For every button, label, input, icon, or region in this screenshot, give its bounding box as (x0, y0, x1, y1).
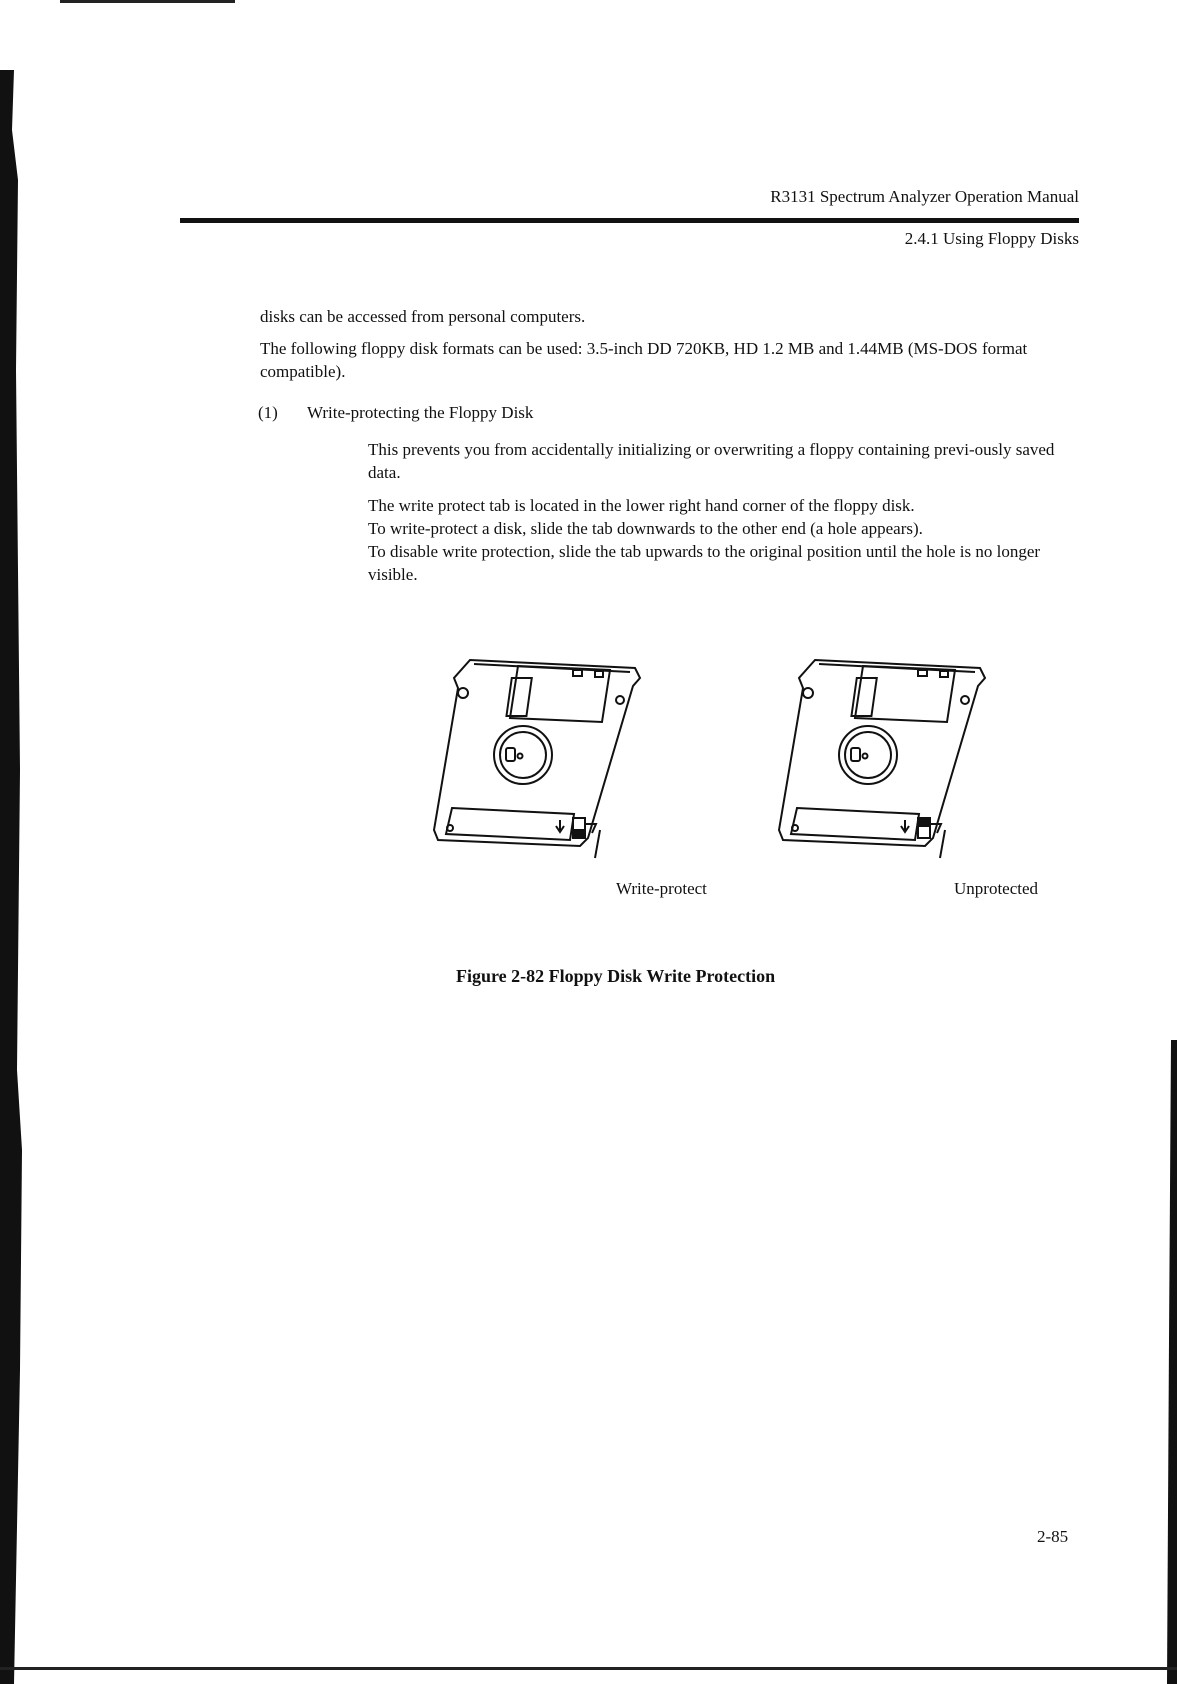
header-rule (180, 218, 1079, 223)
body-paragraph-1: disks can be accessed from personal computers. (260, 307, 586, 326)
floppy-disk-write-protected-illustration (430, 648, 690, 863)
scan-line-bottom (0, 1667, 1177, 1670)
label-unprotected: Unprotected (954, 879, 1039, 898)
item-line-3: To disable write protection, slide the tab upwards to the original position until the hole is no longer visible. (368, 542, 1041, 584)
figure-caption: Figure 2-82 Floppy Disk Write Protection (456, 966, 776, 986)
scan-edge-left (0, 70, 22, 1684)
running-title: R3131 Spectrum Analyzer Operation Manual (770, 187, 1079, 206)
label-write-protect: Write-protect (616, 879, 707, 898)
item-paragraph-2 (368, 494, 1080, 586)
item-line-1: The write protect tab is located in the lower right hand corner of the floppy disk. (368, 496, 915, 515)
list-item-number: (1) (258, 403, 278, 422)
page-number: 2-85 (1037, 1527, 1069, 1546)
scan-edge-right (1163, 1040, 1177, 1684)
floppy-disk-unprotected-illustration (775, 648, 1035, 863)
section-reference: 2.4.1 Using Floppy Disks (904, 229, 1079, 248)
scan-line-top (60, 0, 235, 3)
body-paragraph-2: The following floppy disk formats can be used: 3.5-inch DD 720KB, HD 1.2 MB and 1.44MB (MS-DOS format compatible). (260, 339, 1028, 381)
list-item-title: Write-protecting the Floppy Disk (307, 403, 534, 422)
item-line-2: To write-protect a disk, slide the tab downwards to the other end (a hole appears). (368, 519, 923, 538)
item-paragraph-1: This prevents you from accidentally initializing or overwriting a floppy containing previ-ously saved data. (368, 440, 1055, 482)
